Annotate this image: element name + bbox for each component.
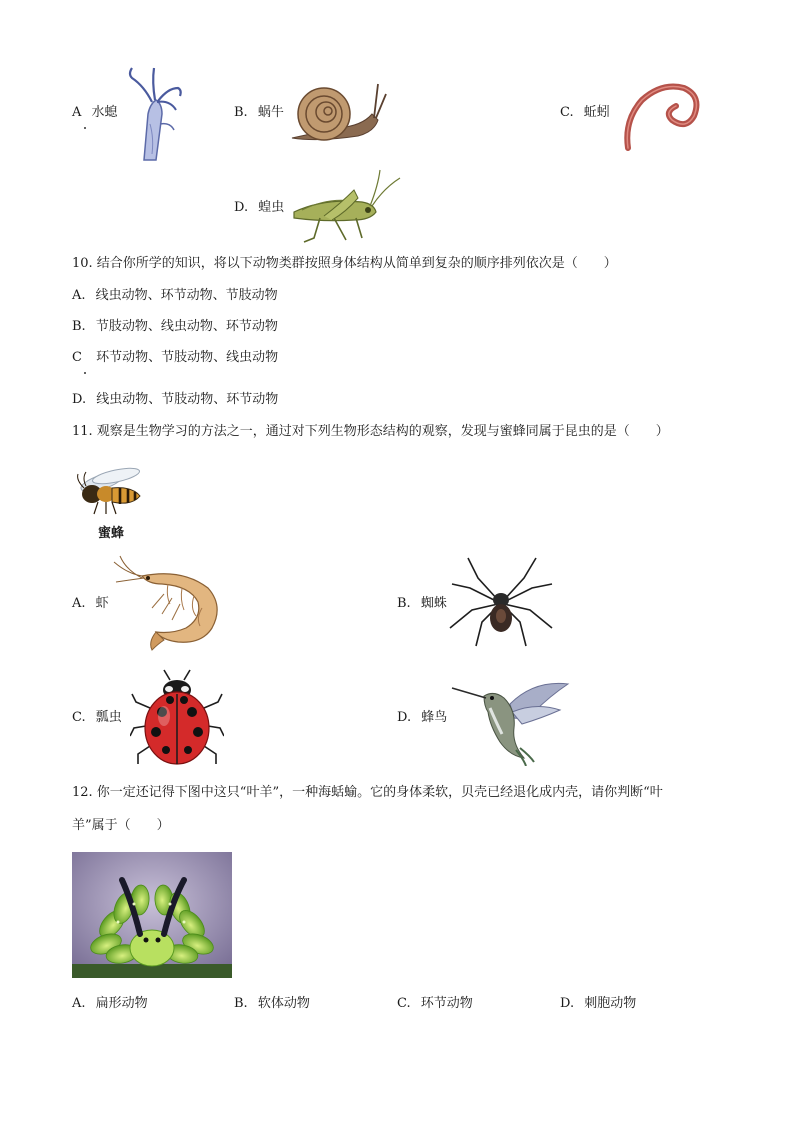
q11-option-b[interactable]: [397, 595, 447, 613]
spider-icon: [448, 556, 554, 650]
option-label: 蜘蛛: [420, 596, 447, 611]
q12-stem-line1: 12. 你一定还记得下图中这只“叶羊”，一种海蛞蝓。它的身体柔软，贝壳已经退化成内壳，请你判断“叶: [72, 785, 663, 800]
option-label: 线虫动物、节肢动物、环节动物: [96, 392, 279, 407]
option-label: 蚯蚓: [583, 105, 610, 120]
q12-stem-line2: 羊”属于（ ）: [72, 818, 170, 833]
option-label: 软体动物: [257, 996, 310, 1011]
option-label: 环节动物: [420, 996, 473, 1011]
snail-icon: [288, 80, 388, 146]
q9-option-c[interactable]: [560, 104, 610, 122]
option-letter: A: [72, 105, 82, 120]
option-label: 蜂鸟: [421, 710, 448, 725]
option-label: 扁形动物: [95, 996, 148, 1011]
q9-option-a[interactable]: [72, 104, 118, 122]
q10-option-a[interactable]: [72, 287, 278, 305]
option-label: 刺胞动物: [584, 996, 637, 1011]
q11-stem: 11. 观察是生物学习的方法之一，通过对下列生物形态结构的观察，发现与蜜蜂同属于昆虫的是（ ）: [72, 424, 669, 439]
q10-option-d[interactable]: [72, 391, 278, 409]
option-label: 线虫动物、环节动物、节肢动物: [95, 288, 278, 303]
option-letter: B.: [234, 996, 248, 1011]
q10-option-c[interactable]: [72, 349, 278, 367]
q12-option-c[interactable]: [397, 995, 473, 1013]
option-letter: C.: [560, 105, 574, 120]
option-label: 虾: [95, 596, 109, 611]
option-letter: A.: [72, 996, 86, 1011]
ladybug-icon: [130, 668, 224, 768]
bee-icon: [74, 458, 148, 516]
q11-option-a[interactable]: [72, 595, 109, 613]
option-letter: D.: [397, 710, 412, 725]
earthworm-icon: [622, 80, 704, 152]
option-label: 瓢虫: [95, 710, 122, 725]
option-letter: B.: [72, 319, 86, 334]
option-letter: B.: [397, 596, 411, 611]
option-letter: A.: [72, 596, 86, 611]
q12-option-a[interactable]: [72, 995, 148, 1013]
bee-caption: 蜜蜂: [98, 526, 125, 541]
shrimp-icon: [112, 554, 228, 652]
option-letter: D.: [560, 996, 575, 1011]
hydra-icon: [122, 64, 184, 162]
q10-option-b[interactable]: [72, 318, 278, 336]
q11-option-d[interactable]: [397, 709, 447, 727]
option-label: 蝗虫: [258, 200, 285, 215]
q9-option-d[interactable]: [234, 199, 284, 217]
q9-option-b[interactable]: [234, 104, 284, 122]
option-label: 节肢动物、线虫动物、环节动物: [95, 319, 278, 334]
q12-option-b[interactable]: [234, 995, 310, 1013]
leaf-sheep-photo: [72, 852, 232, 978]
decorative-dot: [84, 127, 86, 129]
q11-option-c[interactable]: [72, 709, 122, 727]
option-letter: D.: [234, 200, 249, 215]
option-letter: D.: [72, 392, 87, 407]
grasshopper-icon: [284, 168, 402, 244]
option-label: 环节动物、节肢动物、线虫动物: [96, 350, 279, 365]
q10-stem: 10. 结合你所学的知识，将以下动物类群按照身体结构从简单到复杂的顺序排列依次是（ ）: [72, 256, 617, 271]
q12-option-d[interactable]: [560, 995, 636, 1013]
option-label: 蜗牛: [257, 105, 284, 120]
option-letter: C.: [397, 996, 411, 1011]
option-letter: C.: [72, 710, 86, 725]
option-letter: A.: [72, 288, 86, 303]
option-letter: C: [72, 350, 82, 365]
option-label: 水螅: [91, 105, 118, 120]
decorative-dot: [84, 372, 86, 374]
option-letter: B.: [234, 105, 248, 120]
hummingbird-icon: [450, 676, 570, 766]
